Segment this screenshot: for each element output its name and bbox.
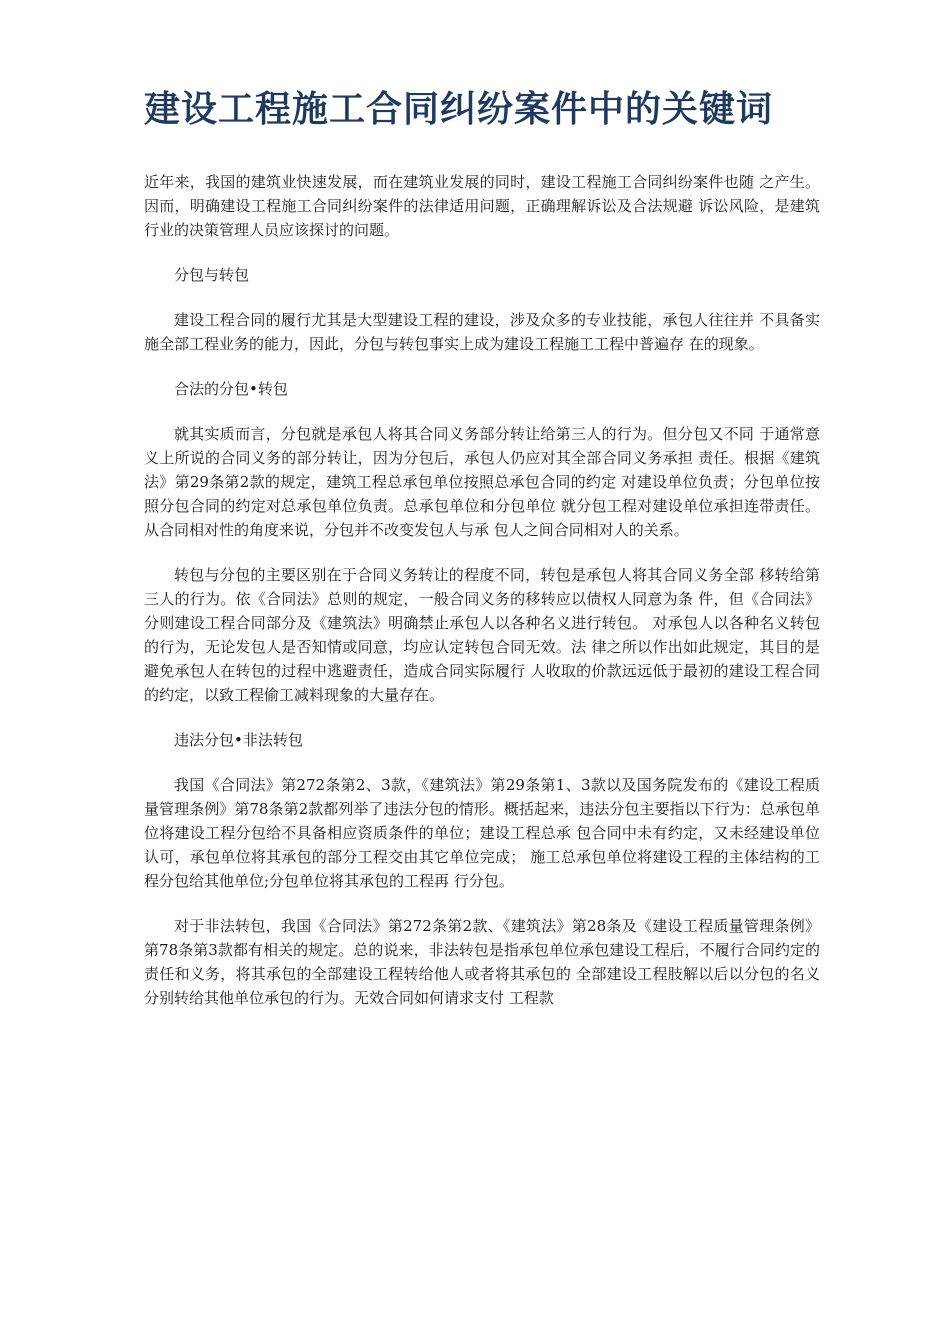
document-body	[144, 170, 820, 1031]
section2-paragraph-2: 转包与分包的主要区别在于合同义务转让的程度不同，转包是承包人将其合同义务全部 移转给第三人的行为。依《合同法》总则的规定，一般合同义务的移转应以债权人同意为条 件，但《合同法》分则建设工程合同部分及《建筑法》明确禁止承包人以各种名义进行转包。 对承包人以各种名义转包的行为，无论发包人是否知情或同意，均应认定转包合同无效。法 律之所以作出如此规定，其目的是避免承包人在转包的过程中逃避责任，造成合同实际履行 人收取的价款远远低于最初的建设工程合同的约定，以致工程偷工减料现象的大量存在。	[144, 566, 820, 704]
section3-paragraph-2: 对于非法转包，我国《合同法》第272条第2款、《建筑法》第28条及《建设工程质量管理条例》第78条第3款都有相关的规定。总的说来，非法转包是指承包单位承包建设工程后，不履行合同约定的责任和义务，将其承包的全部建设工程转给他人或者将其承包的 全部建设工程肢解以后以分包的名义分别转给其他单位承包的行为。无效合同如何请求支付 工程款	[144, 917, 820, 1007]
section3-paragraph-1: 我国《合同法》第272条第2、3款，《建筑法》第29条第1、3款以及国务院发布的《建设工程质量管理条例》第78条第2款都列举了违法分包的情形。概括起来，违法分包主要指以下行为：总承包单位将建设工程分包给不具备相应资质条件的单位；建设工程总承 包合同中未有约定，又未经建设单位认可，承包单位将其承包的部分工程交由其它单位完成； 施工总承包单位将建设工程的主体结构的工程分包给其他单位;分包单位将其承包的工程再 行分包。	[144, 776, 820, 890]
section-heading-illegal-subcontract: 违法分包•非法转包	[174, 731, 303, 749]
document-title: 建设工程施工合同纠纷案件中的关键词	[144, 89, 774, 130]
intro-paragraph: 近年来，我国的建筑业快速发展，而在建筑业发展的同时，建设工程施工合同纠纷案件也随 之产生。因而，明确建设工程施工合同纠纷案件的法律适用问题，正确理解诉讼及合法规避 诉讼风险，是建筑行业的决策管理人员应该探讨的问题。	[144, 173, 820, 239]
section-heading-subcontract-transfer: 分包与转包	[174, 266, 250, 284]
section1-paragraph-1: 建设工程合同的履行尤其是大型建设工程的建设，涉及众多的专业技能，承包人往往并 不具备实施全部工程业务的能力，因此，分包与转包事实上成为建设工程施工工程中普遍存 在的现象。	[144, 311, 820, 353]
section-heading-legal-subcontract: 合法的分包•转包	[174, 380, 288, 398]
section2-paragraph-1: 就其实质而言，分包就是承包人将其合同义务部分转让给第三人的行为。但分包又不同 于通常意义上所说的合同义务的部分转让，因为分包后，承包人仍应对其全部合同义务承担 责任。根据《建筑法》第29条第2款的规定，建筑工程总承包单位按照总承包合同的约定 对建设单位负责；分包单位按照分包合同的约定对总承包单位负责。总承包单位和分包单位 就分包工程对建设单位承担连带责任。从合同相对性的角度来说，分包并不改变发包人与承 包人之间合同相对人的关系。	[144, 425, 820, 539]
